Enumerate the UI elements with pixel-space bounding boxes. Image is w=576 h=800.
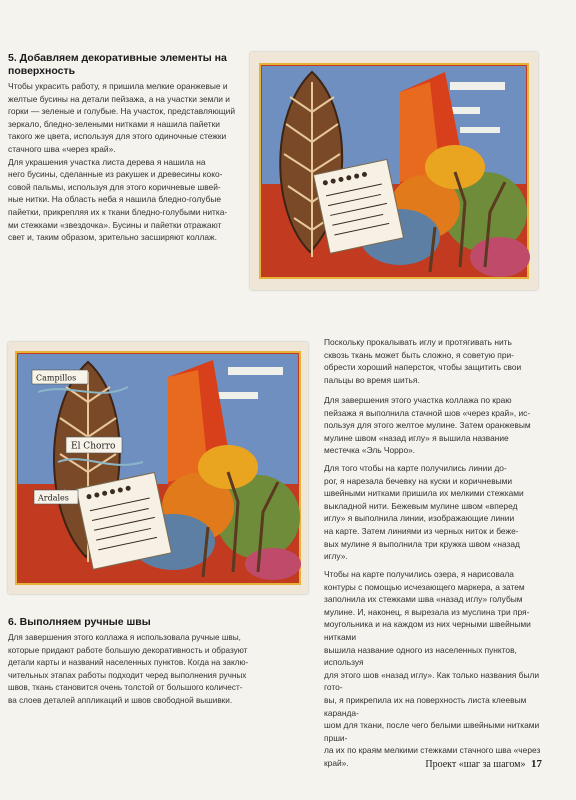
- page-number: 17: [531, 758, 542, 770]
- collage-photo-2: [8, 342, 308, 594]
- section-5-title: 5. Добавляем декоративные элементы на поверхность: [8, 52, 227, 77]
- footer-project: Проект «шаг за шагом»: [425, 759, 526, 770]
- right-para-3: Для того чтобы на карте получились линии до- рог, я нарезала бечевку на куски и коричневыми швейными нитками пришила их мелкими стежками выкладной нити. Бежевым мулине швом «вперед иглу» я выполнила линии, изображающие линии на карте. Затем линиями из черных ниток и беже- вых мулине я выполнила три кружка швом «назад иглу».: [324, 463, 524, 562]
- right-para-2: Для завершения этого участка коллажа по краю пейзажа я выполнила стачной шов «через край», ис- пользуя для этого желтое мулине. Затем оранжевым мулине швом «назад иглу» я вышила название местечка «Эль Чорро».: [324, 395, 531, 456]
- page-footer: [425, 758, 542, 770]
- map-label-el-chorro: El Chorro: [71, 441, 116, 452]
- section-6-text: Для завершения этого коллажа я использовала ручные швы, которые придают работе большую декоративность и образуют детали карты и названий населенных пунктов. Когда на заклю- чительных этапах работы подходит черед выполнения ручных швов, ткань становится очень толстой от большого количест- ва слоев деталей аппликаций и швов свободной вышивки.: [8, 633, 249, 705]
- section-5-text: Чтобы украсить работу, я пришила мелкие оранжевые и желтые бусины на детали пейзажа, а на участки земли и горки — зеленые и голубые. На участок, представляющий зеркало, бледно-зелеными нитками я нашила пайетки такого же цвета, используя для этого одиночные стежки стачного шва «через край». Для украшения участка листа дерева я нашила на него бусины, сделанные из ракушек и древесины коко- совой пальмы, используя для этого коричневые швей- ные нитки. На область неба я нашила бледно-голубые пайетки, прикрепляя их к ткани бледно-голубыми нитка- ми стежками «звездочка». Бусины и пайетки отражают свет и, таким образом, зрительно засширяют коллаж.: [8, 81, 235, 243]
- map-label-ardales: Ardales: [38, 493, 69, 503]
- right-para-1: Поскольку прокалывать иглу и протягивать нить сквозь ткань может быть сложно, я советую при- обрести хороший наперсток, чтобы защитить свои пальцы во время шитья.: [324, 337, 522, 385]
- section-6-title: 6. Выполняем ручные швы: [8, 616, 151, 628]
- collage-photo-1: [250, 52, 538, 290]
- right-para-4: Чтобы на карте получились озера, я нарисовала контуры с помощью исчезающего маркера, а затем заполнила их стежками шва «назад иглу» голубым мулине. И, наконец, я вырезала из муслина три пря- моугольника и на каждом из них черными швейными нитками вышила название одного из населенных пунктов, используя для этого шов «назад иглу». Как только названия были гото- вы, я прикрепила их на поверхность листа клеевым каранда- шом для ткани, после чего белыми швейными нитками прши- ла их по краям мелкими стежками стачного шва «через край».: [324, 569, 541, 768]
- collage-illustration-1: [250, 52, 538, 290]
- map-label-campillos: Campillos: [36, 373, 77, 383]
- collage-illustration-2: [8, 342, 308, 594]
